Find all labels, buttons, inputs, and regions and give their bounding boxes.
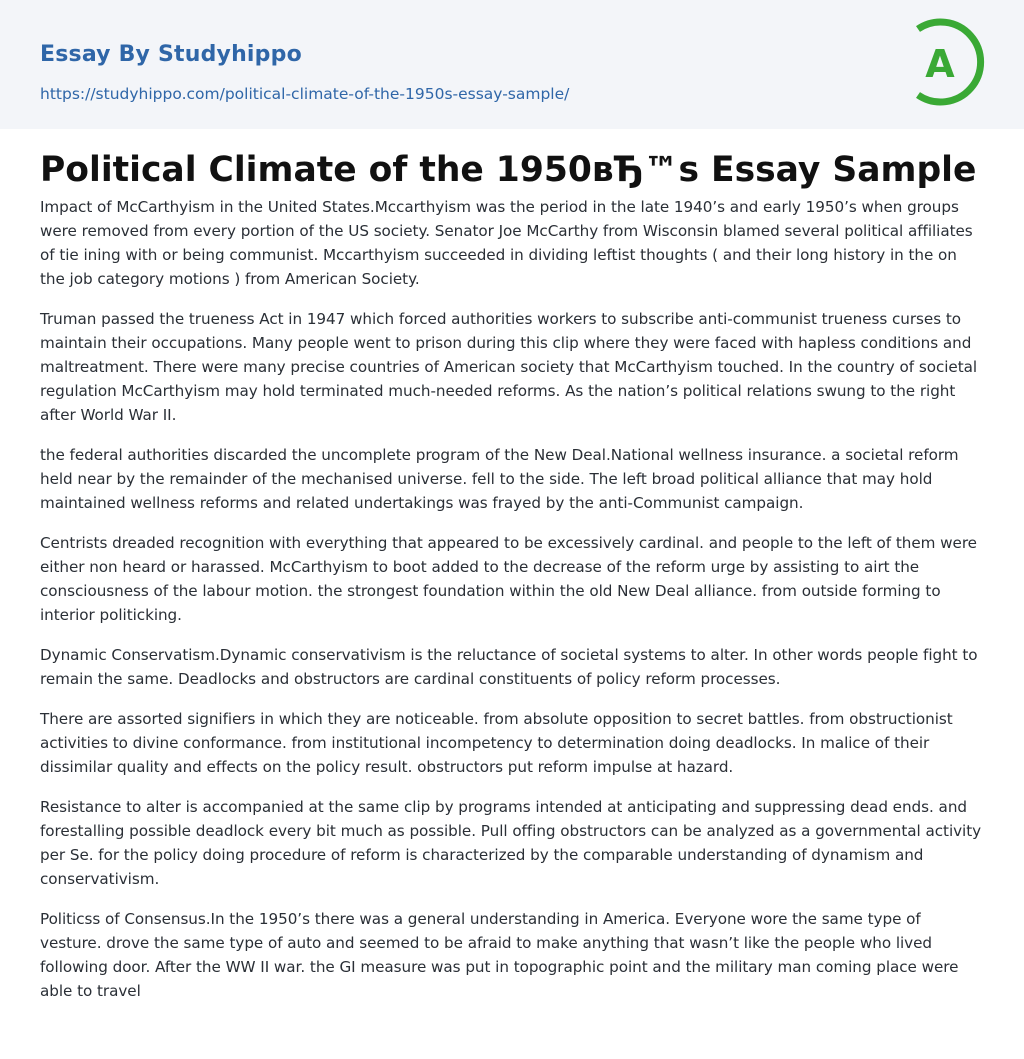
essay-paragraph: Politicss of Consensus.In the 1950’s there was a general understanding in America. Everyone wore the same type of vesture. drove the same type of auto and seemed to be afraid to make anything that wasn’t like the people who lived following door. After the WW II war. the GI measure was put in topographic point and the military man coming place were able to travel [40,910,959,1000]
site-header [0,0,1024,129]
essay-paragraph: There are assorted signifiers in which they are noticeable. from absolute opposition to secret battles. from obstructionist activities to divine conformance. from institutional incompetency to determination doing deadlocks. In malice of their dissimilar quality and effects on the policy result. obstructors put reform impulse at hazard. [40,710,953,776]
article [0,148,1024,1003]
essay-body [40,195,984,1003]
page-title: Political Climate of the 1950вЂ™s Essay Sample [40,150,977,190]
essay-paragraph: Dynamic Conservatism.Dynamic conservativism is the reluctance of societal systems to alter. In other words people fight to remain the same. Deadlocks and obstructors are cardinal constituents of policy reform processes. [40,646,978,688]
brand-title[interactable]: Essay By Studyhippo [40,42,302,67]
ring-letter-a-logo-icon [910,18,988,106]
essay-paragraph: the federal authorities discarded the uncomplete program of the New Deal.National wellness insurance. a societal reform held near by the remainder of the mechanised universe. fell to the side. The left broad political alliance that may hold maintained wellness reforms and related undertakings was frayed by the anti-Communist campaign. [40,446,959,512]
essay-paragraph: Resistance to alter is accompanied at the same clip by programs intended at anticipating and suppressing dead ends. and forestalling possible deadlock every bit much as possible. Pull offing obstructors can be analyzed as a governmental activity per Se. for the policy doing procedure of reform is characterized by the comparable understanding of dynamism and conservativism. [40,798,982,888]
essay-paragraph: Centrists dreaded recognition with everything that appeared to be excessively cardinal. and people to the left of them were either non heard or harassed. McCarthyism to boot added to the decrease of the reform urge by assisting to airt the consciousness of the labour motion. the strongest foundation within the old New Deal alliance. from outside forming to interior politicking. [40,534,977,624]
essay-paragraph: Impact of McCarthyism in the United States.Mccarthyism was the period in the late 1940’s and early 1950’s when groups were removed from every portion of the US society. Senator Joe McCarthy from Wisconsin blamed several political affiliates of tie ining with or being communist. Mccarthyism succeeded in dividing leftist thoughts ( and their long history in the on the job category motions ) from American Society. [40,198,973,288]
source-url-link[interactable]: https://studyhippo.com/political-climate-of-the-1950s-essay-sample/ [40,85,570,103]
logo-letter: A [925,42,955,86]
essay-paragraph: Truman passed the trueness Act in 1947 which forced authorities workers to subscribe anti-communist trueness curses to maintain their occupations. Many people went to prison during this clip where they were faced with hapless conditions and maltreatment. There were many precise countries of American society that McCarthyism touched. In the country of societal regulation McCarthyism may hold terminated much-needed reforms. As the nation’s political relations swung to the right after World War II. [40,310,978,424]
